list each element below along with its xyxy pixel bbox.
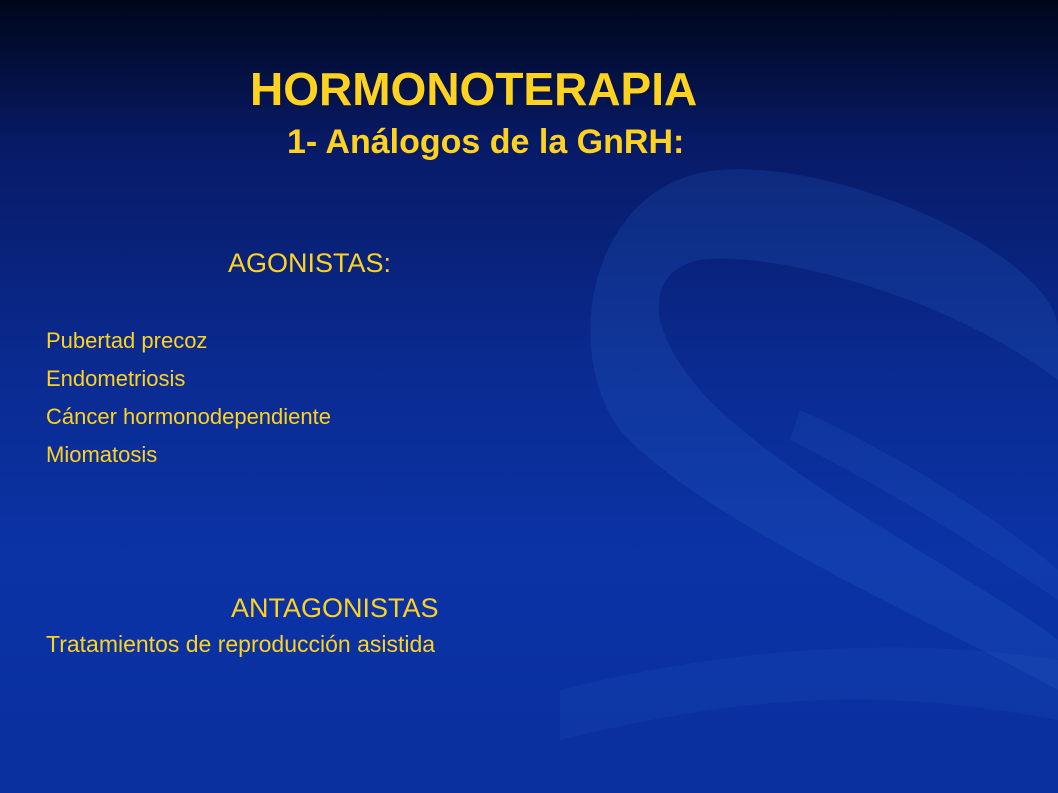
agonistas-list <box>46 322 331 474</box>
slide-title: HORMONOTERAPIA <box>250 62 698 115</box>
antagonistas-heading: ANTAGONISTAS <box>231 593 439 623</box>
agonistas-item: Cáncer hormonodependiente <box>46 404 331 429</box>
slide-subtitle: 1- Análogos de la GnRH: <box>287 123 685 162</box>
antagonistas-item: Tratamientos de reproducción asistida <box>46 631 436 657</box>
antagonistas-list <box>46 625 435 663</box>
agonistas-item: Endometriosis <box>46 366 186 391</box>
agonistas-item: Miomatosis <box>46 442 158 467</box>
agonistas-item: Pubertad precoz <box>46 328 208 353</box>
agonistas-heading: AGONISTAS: <box>228 248 392 278</box>
